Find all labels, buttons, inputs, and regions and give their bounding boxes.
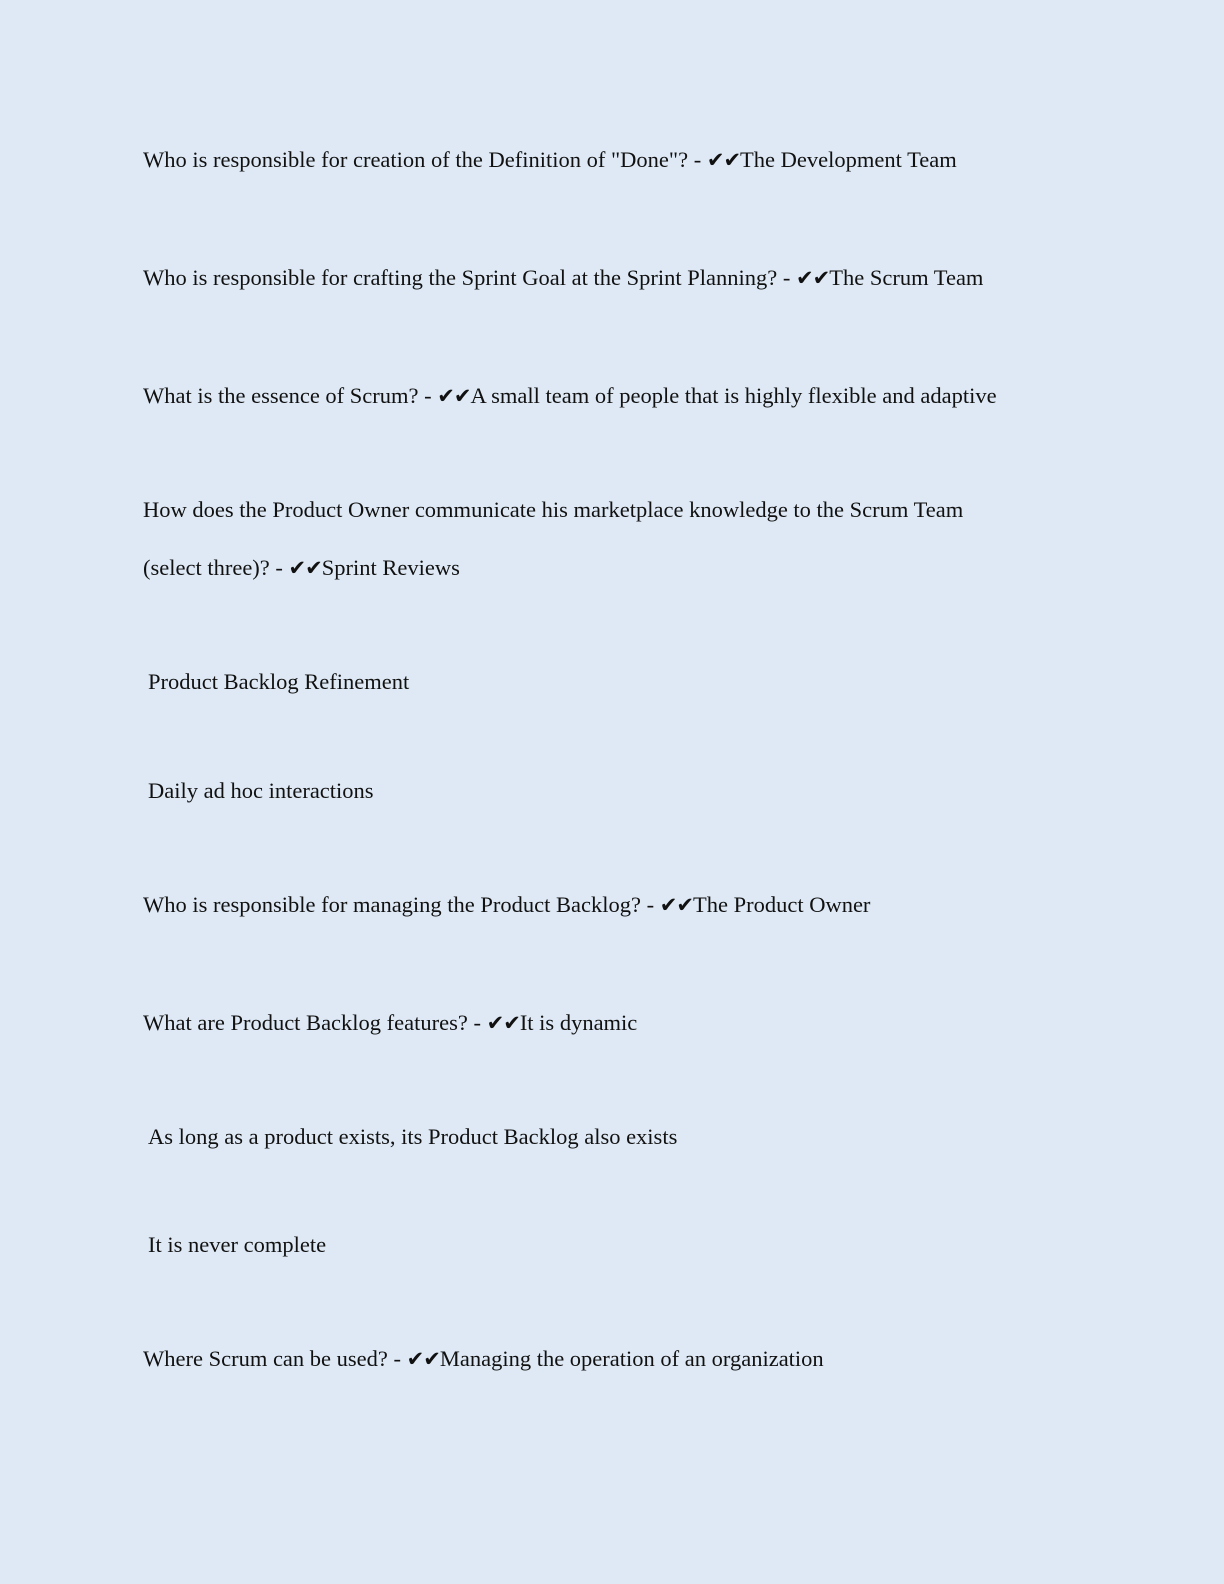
separator: - — [269, 555, 289, 580]
double-check-icon: ✔✔ — [486, 1011, 520, 1035]
answer-text: The Development Team — [740, 147, 957, 172]
qa-item-7 — [143, 1344, 1103, 1374]
double-check-icon: ✔✔ — [706, 148, 741, 172]
answer-extra: Daily ad hoc interactions — [148, 778, 374, 803]
qa-item-4-line-2 — [143, 553, 1103, 583]
question-text: Who is responsible for creation of the Definition of "Done"? — [143, 147, 689, 172]
qa-item-3 — [143, 381, 1103, 411]
qa-item-1 — [143, 145, 1103, 175]
separator: - — [777, 265, 797, 290]
question-text: (select three)? — [143, 555, 270, 580]
question-text: Who is responsible for managing the Product Backlog? — [143, 892, 642, 917]
answer-extra: It is never complete — [148, 1232, 327, 1257]
question-text: What is the essence of Scrum? — [143, 383, 419, 408]
answer-text: A small team of people that is highly flexible and adaptive — [470, 383, 997, 408]
separator: - — [387, 1346, 407, 1371]
qa-item-5 — [143, 890, 1103, 920]
answer-text: The Scrum Team — [829, 265, 984, 290]
answer-text: Managing the operation of an organization — [439, 1346, 824, 1371]
separator: - — [467, 1010, 487, 1035]
answer-extra: Product Backlog Refinement — [148, 669, 410, 694]
question-text: What are Product Backlog features? — [143, 1010, 468, 1035]
qa-item-4-line-1 — [143, 495, 1103, 525]
question-text: How does the Product Owner communicate his marketplace knowledge to the Scrum Team — [143, 497, 964, 522]
answer-extra: As long as a product exists, its Product Backlog also exists — [148, 1124, 678, 1149]
answer-text: Sprint Reviews — [321, 555, 460, 580]
answer-text: It is dynamic — [519, 1010, 638, 1035]
double-check-icon: ✔✔ — [796, 266, 830, 290]
double-check-icon: ✔✔ — [406, 1347, 440, 1371]
qa-item-2 — [143, 263, 1103, 293]
separator: - — [688, 147, 707, 172]
qa-item-6 — [143, 1008, 1103, 1038]
question-text: Where Scrum can be used? — [143, 1346, 388, 1371]
double-check-icon: ✔✔ — [437, 384, 471, 408]
double-check-icon: ✔✔ — [288, 556, 322, 580]
question-text: Who is responsible for crafting the Sprint Goal at the Sprint Planning? — [143, 265, 778, 290]
answer-text: The Product Owner — [692, 892, 871, 917]
separator: - — [418, 383, 438, 408]
double-check-icon: ✔✔ — [659, 893, 693, 917]
separator: - — [641, 892, 660, 917]
